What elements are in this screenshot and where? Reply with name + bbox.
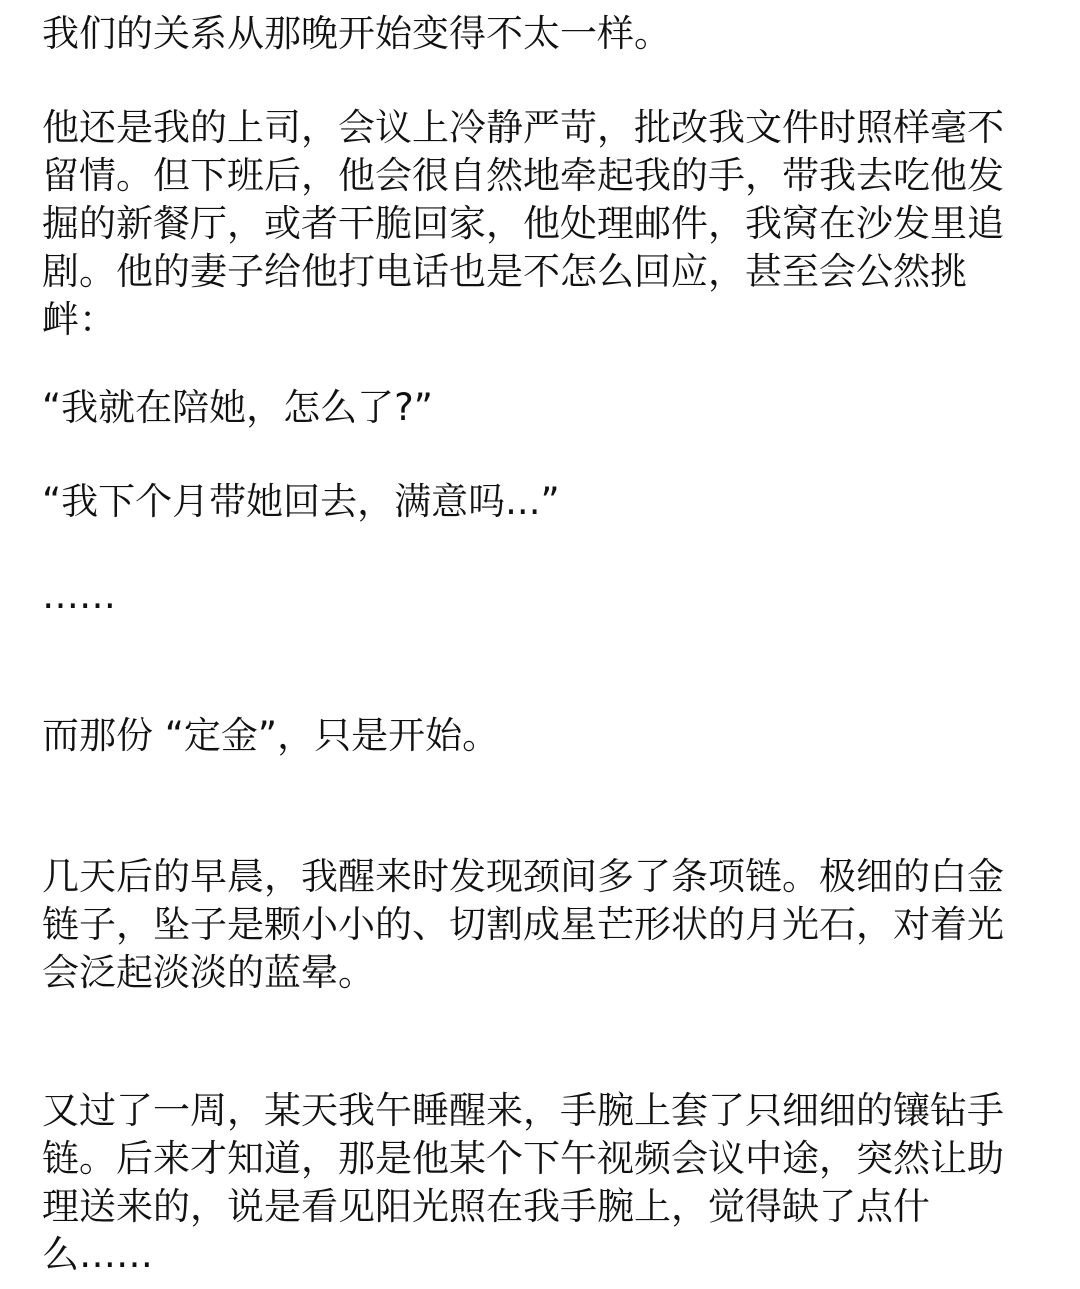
paragraph-4: 几天后的早晨，我醒来时发现颈间多了条项链。极细的白金链子，坠子是颗小小的、切割成星芒形状的月光石，对着光会泛起淡淡的蓝晕。	[42, 855, 1004, 994]
paragraph-5: 又过了一周，某天我午睡醒来，手腕上套了只细细的镶钻手链。后来才知道，那是他某个下午视频会议中途，突然让助理送来的，说是看见阳光照在我手腕上，觉得缺了点什么……	[42, 1089, 1004, 1276]
paragraph-1: 我们的关系从那晚开始变得不太一样。	[42, 12, 671, 55]
quote-1: “我就在陪她，怎么了?”	[42, 386, 433, 429]
paragraph-3: 而那份 “定金”，只是开始。	[42, 714, 500, 757]
paragraph-2: 他还是我的上司，会议上冷静严苛，批改我文件时照样毫不留情。但下班后，他会很自然地牵起我的手，带我去吃他发掘的新餐厅，或者干脆回家，他处理邮件，我窝在沙发里追剧。他的妻子给他打电话也是不怎么回应，甚至会公然挑衅：	[42, 106, 1004, 341]
ellipsis-line: ……	[42, 574, 116, 617]
quote-2: “我下个月带她回去，满意吗...”	[42, 480, 560, 523]
